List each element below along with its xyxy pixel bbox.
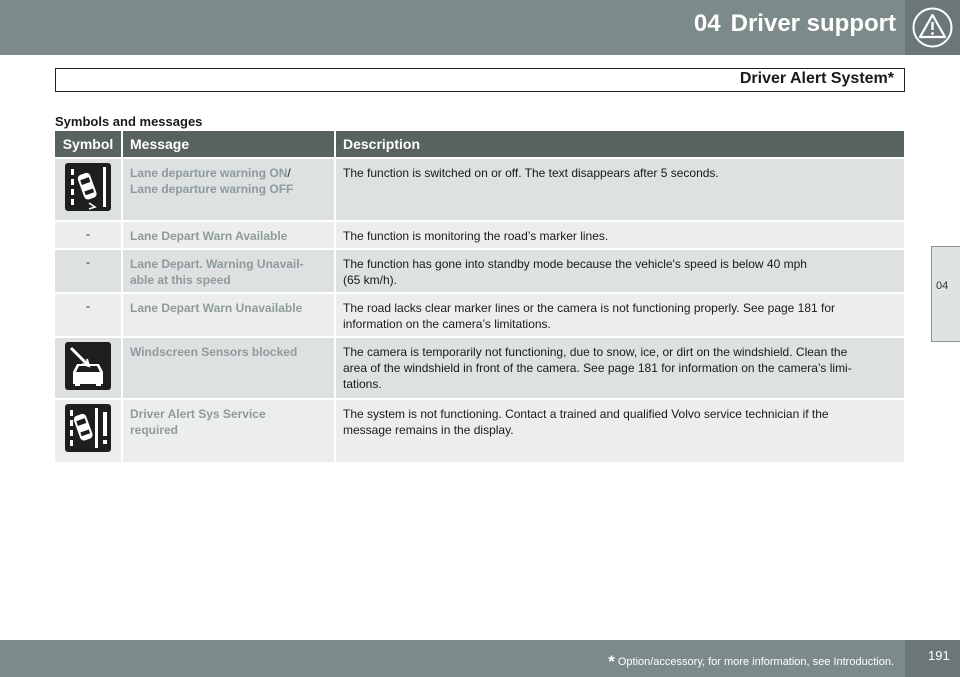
footnote-asterisk: * bbox=[608, 652, 615, 671]
table-header-row bbox=[55, 131, 904, 158]
chapter-name: Driver support bbox=[730, 10, 896, 37]
windscreen-sensor-blocked-icon bbox=[65, 342, 111, 390]
symbol-cell bbox=[55, 399, 122, 462]
message-cell bbox=[122, 337, 335, 399]
header-bar bbox=[0, 0, 960, 55]
driver-alert-service-icon bbox=[65, 404, 111, 452]
column-header-symbol: Symbol bbox=[55, 131, 122, 158]
symbol-cell bbox=[55, 337, 122, 399]
description-text: The function is switched on or off. The text disappears after 5 seconds. bbox=[343, 166, 719, 180]
table-row bbox=[55, 293, 904, 337]
warning-triangle-icon bbox=[905, 0, 960, 55]
message-text: Lane departure warning ON bbox=[130, 166, 288, 180]
message-cell bbox=[122, 293, 335, 337]
chapter-number: 04 bbox=[693, 10, 721, 37]
footer-note bbox=[608, 652, 894, 672]
description-text: The function has gone into standby mode because the vehicle's speed is below 40 mph bbox=[343, 257, 807, 271]
description-cell bbox=[335, 249, 904, 293]
table-heading: Symbols and messages bbox=[55, 114, 203, 129]
footer-bar bbox=[0, 640, 960, 677]
column-header-description: Description bbox=[335, 131, 904, 158]
section-title: Driver Alert System* bbox=[739, 70, 894, 87]
description-text-line2: information on the camera’s limitations. bbox=[343, 317, 551, 331]
description-text: The camera is temporarily not functioning, due to snow, ice, or dirt on the windshield. Clean the bbox=[343, 345, 848, 359]
description-cell bbox=[335, 293, 904, 337]
description-text-line2: message remains in the display. bbox=[343, 423, 514, 437]
table-row bbox=[55, 337, 904, 399]
symbol-cell bbox=[55, 249, 122, 293]
description-text-line2: (65 km/h). bbox=[343, 273, 398, 287]
description-text: The system is not functioning. Contact a trained and qualified Volvo service technician if the bbox=[343, 407, 829, 421]
symbol-cell bbox=[55, 158, 122, 221]
message-cell bbox=[122, 221, 335, 249]
description-cell bbox=[335, 221, 904, 249]
chapter-title bbox=[694, 10, 896, 38]
page-number: 191 bbox=[928, 648, 950, 663]
message-cell bbox=[122, 249, 335, 293]
description-text: The function is monitoring the road’s marker lines. bbox=[343, 229, 609, 243]
symbol-cell bbox=[55, 293, 122, 337]
message-text-line2: Lane departure warning OFF bbox=[130, 182, 294, 196]
chapter-side-tab[interactable] bbox=[931, 246, 960, 342]
message-cell bbox=[122, 399, 335, 462]
symbol-dash: - bbox=[86, 255, 90, 269]
symbol-cell bbox=[55, 221, 122, 249]
message-text: Lane Depart Warn Available bbox=[130, 229, 288, 243]
message-text-line2: required bbox=[130, 423, 179, 437]
message-separator: / bbox=[287, 166, 291, 180]
description-cell bbox=[335, 399, 904, 462]
description-text-line2: area of the windshield in front of the camera. See page 181 for information on the camera’s limi- bbox=[343, 361, 852, 375]
section-title-box bbox=[55, 68, 905, 92]
symbol-dash: - bbox=[86, 299, 90, 313]
symbols-messages-table bbox=[55, 131, 904, 462]
side-tab-label: 04 bbox=[936, 280, 949, 292]
description-cell bbox=[335, 337, 904, 399]
message-text: Lane Depart. Warning Unavail- bbox=[130, 257, 304, 271]
table-row bbox=[55, 158, 904, 221]
lane-departure-icon bbox=[65, 163, 111, 211]
description-text-line3: tations. bbox=[343, 377, 382, 391]
message-text: Driver Alert Sys Service bbox=[130, 407, 266, 421]
message-cell bbox=[122, 158, 335, 221]
table-row bbox=[55, 249, 904, 293]
column-header-message: Message bbox=[122, 131, 335, 158]
footnote-text: Option/accessory, for more information, see Introduction. bbox=[617, 656, 894, 668]
message-text: Windscreen Sensors blocked bbox=[130, 345, 298, 359]
table-row bbox=[55, 221, 904, 249]
description-text: The road lacks clear marker lines or the camera is not functioning properly. See page 181 for bbox=[343, 301, 836, 315]
description-cell bbox=[335, 158, 904, 221]
message-text: Lane Depart Warn Unavailable bbox=[130, 301, 303, 315]
message-text-line2: able at this speed bbox=[130, 273, 231, 287]
symbol-dash: - bbox=[86, 227, 90, 241]
table-row bbox=[55, 399, 904, 462]
